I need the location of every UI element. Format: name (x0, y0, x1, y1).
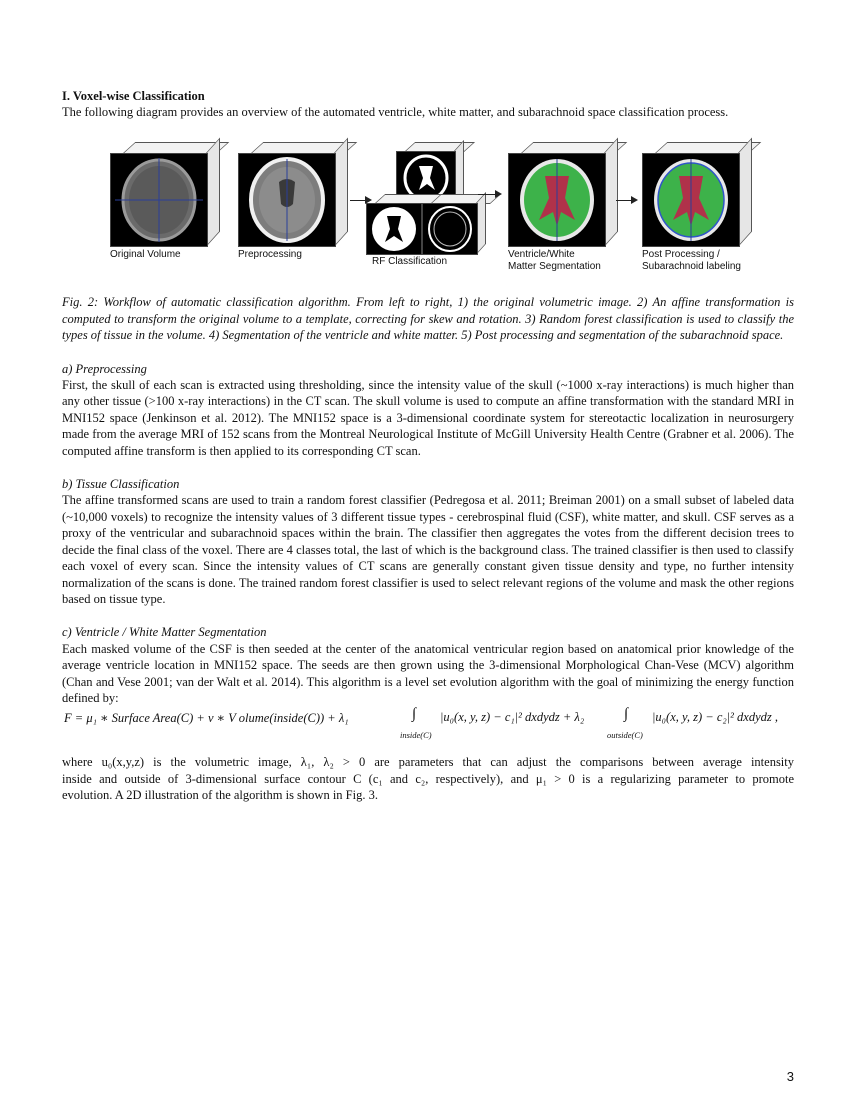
page-body (62, 88, 794, 804)
energy-equation (62, 708, 794, 740)
preprocessing-heading: a) Preprocessing (62, 361, 147, 376)
after-equation-line1: where u₀(x,y,z) is the volumetric image, λ₁, λ₂ > 0 are parameters that can adjust the comparisons between average intensity (62, 755, 794, 770)
label-post-line1: Post Processing / (642, 249, 720, 261)
label-post-line2: Subarachnoid labeling (642, 261, 741, 273)
post-processing-image (643, 154, 739, 246)
label-rf-classification: RF Classification (372, 256, 448, 268)
intro-paragraph: The following diagram provides an overview of the automated ventricle, white matter, and subarachnoid space classification process. (62, 105, 729, 119)
tissue-heading: b) Tissue Classification (62, 477, 180, 492)
arrow-3 (616, 200, 632, 201)
integral-sign-1: ∫ (412, 706, 417, 723)
tissue-text: The affine transformed scans are used to train a random forest classifier (Pedregosa et al. 2011; Breiman 2001) on a small subset of labeled data (~10,000 voxels) to recognize the intensity values of 3 different tissue types - cerebrospinal fluid (CSF), white matter, and skull. CSF serves as a proxy of the ventricular and subarachnoid spaces within the brain. The classifier then aggregates the votes from the different decision trees to decide the final class of the voxel. There are 4 classes total, the last of which is the background class. The trained classifier is then used to classify each voxel of every scan. Since the intensity values of CT scans are generally constant given tissue density and type, no further intensity normalization of the scans is done. The trained random forest classifier is used to select relevant regions of the volume and mask the other regions based on tissue type. (62, 493, 794, 606)
equation-term1: |u₀(x, y, z) − c₁|² dxdydz + λ₂ (440, 710, 585, 725)
rf-wm-image (423, 204, 477, 254)
ventricle-heading: c) Ventricle / White Matter Segmentation (62, 625, 267, 640)
label-ventricle-line1: Ventricle/White (508, 249, 575, 261)
ct-preprocessed-image (239, 154, 335, 246)
integral-limit-inside: inside(C) (400, 730, 432, 741)
preprocessing-text: First, the skull of each scan is extracted using thresholding, since the intensity value of the skull (~1000 x-ray interactions) is much higher than any other tissue (>100 x-ray interactions) in the CT scan. The skull volume is used to compute an affine transformation with the standard MRI in MNI152 space (Jenkinson et al. 2012). The MNI152 space is a 3-dimensional coordinate system for stereotactic localization in neurosurgery made from the average MRI of 152 scans from the Montreal Neurological Institute of McGill University Health Centre (Grabner et al. 2006). The computed affine transform is then applied to its corresponding CT scan. (62, 378, 794, 458)
ventricle-wm-image (509, 154, 605, 246)
integral-sign-2: ∫ (624, 706, 629, 723)
equation-lhs: F = μ₁ ∗ Surface Area(C) + ν ∗ V olume(inside(C)) + λ₁ (64, 711, 349, 726)
rf-csf-image (367, 204, 421, 254)
label-ventricle-line2: Matter Segmentation (508, 261, 601, 273)
equation-term2: |u₀(x, y, z) − c₂|² dxdydz , (652, 710, 778, 725)
label-preprocessing: Preprocessing (238, 249, 302, 261)
after-equation-line3: evolution. A 2D illustration of the algorithm is shown in Fig. 3. (62, 788, 378, 803)
page-number: 3 (786, 1069, 794, 1084)
after-equation-line2: inside and outside of 3-dimensional surface contour C (c₁ and c₂, respectively), and μ₁ > 0 is a regularizing parameter to promote (62, 771, 794, 786)
arrow-2 (478, 194, 496, 195)
ventricle-text: Each masked volume of the CSF is then seeded at the center of the anatomical ventricular region based on anatomical prior knowledge of the average ventricle location in MNI152 space. The seeds are then grown using the 3-dimensional Morphological Chan-Vese (MCV) algorithm (Chan and Vese 2001; van der Walt et al. 2014). This algorithm is a level set evolution algorithm with the goal of minimizing the energy function defined by: (62, 641, 794, 705)
ct-original-image (111, 154, 207, 246)
section-title: I. Voxel-wise Classification (62, 89, 205, 103)
workflow-figure (110, 142, 794, 277)
integral-limit-outside: outside(C) (607, 730, 643, 741)
label-original-volume: Original Volume (110, 249, 181, 261)
figure-caption: Fig. 2: Workflow of automatic classification algorithm. From left to right, 1) the original volumetric image. 2) An affine transformation is computed to transform the original volume to a template, correcting for skew and rotation. 3) Random forest classification is used to classify the types of tissue in the volume. 4) Segmentation of the ventricle and white matter. 5) Post processing and segmentation of the subarachnoid space. (62, 295, 794, 343)
arrow-1 (350, 200, 366, 201)
